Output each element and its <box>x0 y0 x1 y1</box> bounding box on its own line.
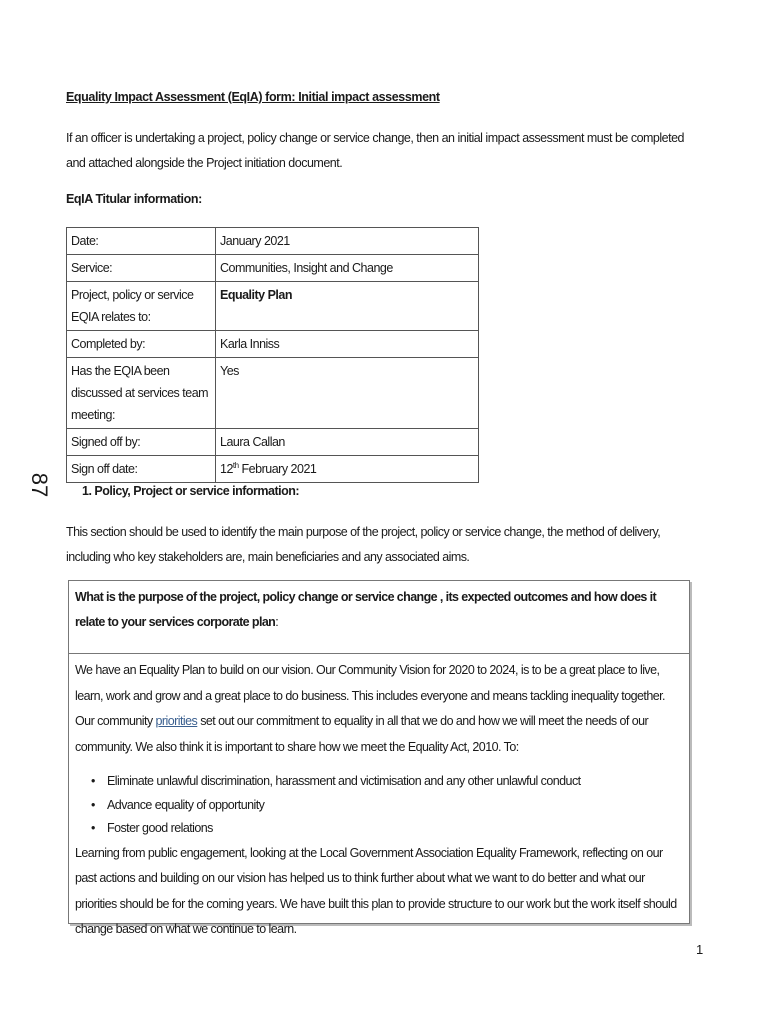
list-item: • Foster good relations <box>91 817 683 841</box>
row-label: Completed by: <box>67 331 216 358</box>
list-item: • Advance equality of opportunity <box>91 794 683 818</box>
answer-text: set out our commitment to equality in all that we do and how we will meet the needs of our community. We also think it is important to share how we meet the Equality Act, 2010. To: <box>75 714 649 754</box>
row-value: Karla Inniss <box>216 331 479 358</box>
row-label: Sign off date: <box>67 456 216 483</box>
aims-list <box>75 770 683 841</box>
purpose-box <box>68 580 690 936</box>
list-item: • Eliminate unlawful discrimination, harassment and victimisation and any other unlawful conduct <box>91 770 683 794</box>
section-heading: 1. Policy, Project or service information: <box>82 484 300 498</box>
row-value: Laura Callan <box>216 429 479 456</box>
row-value: Yes <box>216 358 479 429</box>
table-row <box>67 331 479 358</box>
date-rest: February 2021 <box>238 462 317 476</box>
answer-text: We have an Equality Plan to build on our vision. Our Community Vision for 2020 to 2024, is to be a great place to live, learn, work and grow and a great place to do business. This includes everyone and means tackling inequality together. Our community <box>75 663 665 728</box>
titular-heading: EqIA Titular information: <box>66 192 202 206</box>
answer-paragraph-2: Learning from public engagement, looking at the Local Government Association Equality Framework, reflecting on our past actions and building on our vision has helped us to think further about what we want to do better and what our priorities should be for the coming years. We have built this plan to provide structure to our work but the work itself should change based on what we continue to learn. <box>75 845 677 936</box>
priorities-link[interactable]: priorities <box>155 714 198 728</box>
purpose-answer <box>69 654 689 947</box>
table-row <box>67 255 479 282</box>
row-value <box>216 456 479 483</box>
row-value: Communities, Insight and Change <box>216 255 479 282</box>
row-label: Project, policy or service EQIA relates to: <box>67 282 216 331</box>
question-text: What is the purpose of the project, policy change or service change , its expected outcomes and how does it relate to your services corporate plan <box>75 590 657 629</box>
date-ordinal: th <box>232 460 239 470</box>
table-row <box>67 228 479 255</box>
row-label: Service: <box>67 255 216 282</box>
titular-info-table <box>66 227 479 483</box>
row-label: Date: <box>67 228 216 255</box>
row-label: Has the EQIA been discussed at services team meeting: <box>67 358 216 429</box>
section-description: This section should be used to identify the main purpose of the project, policy or service change, the method of delivery, including who key stakeholders are, main beneficiaries and any associated aims. <box>66 525 661 564</box>
form-title: Equality Impact Assessment (EqIA) form: Initial impact assessment <box>66 90 440 104</box>
purpose-question <box>69 581 689 654</box>
table-row <box>67 429 479 456</box>
table-row <box>67 456 479 483</box>
page-number: 1 <box>696 942 704 957</box>
table-row <box>67 358 479 429</box>
row-value: Equality Plan <box>216 282 479 331</box>
question-colon: : <box>275 615 279 629</box>
row-value: January 2021 <box>216 228 479 255</box>
answer-paragraph-1 <box>75 658 683 760</box>
table-row <box>67 282 479 331</box>
date-day: 12 <box>220 462 233 476</box>
intro-paragraph: If an officer is undertaking a project, policy change or service change, then an initial impact assessment must be completed and attached alongside the Project initiation document. <box>66 131 684 170</box>
row-label: Signed off by: <box>67 429 216 456</box>
side-page-number: 87 <box>27 472 52 498</box>
